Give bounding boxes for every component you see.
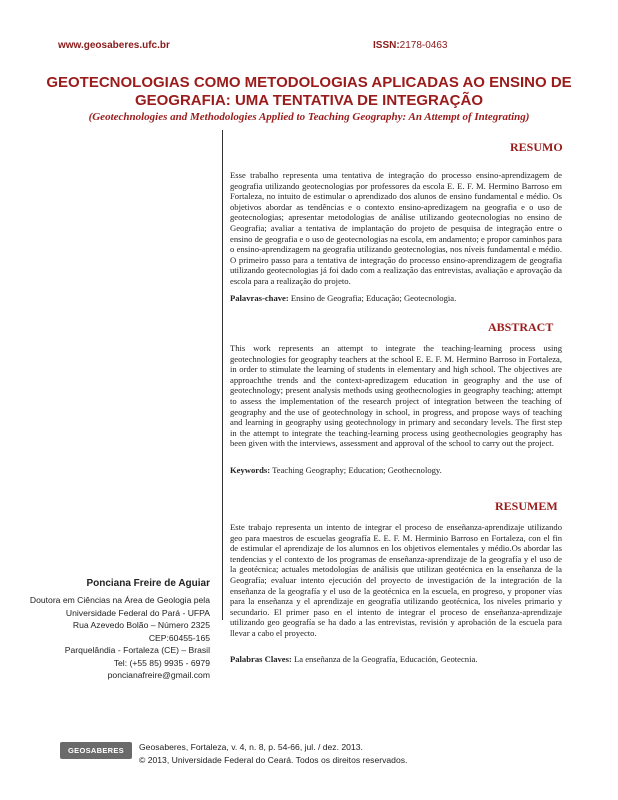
abstract-heading: ABSTRACT: [488, 320, 554, 334]
footer: [139, 741, 407, 766]
resumen-keywords: [230, 654, 570, 664]
journal-url[interactable]: www.geosaberes.ufc.br: [58, 40, 170, 51]
paper-subtitle: (Geotechnologies and Methodologies Applied to Teaching Geography: An Attempt of Integrating): [88, 111, 530, 123]
footer-citation: Geosaberes, Fortaleza, v. 4, n. 8, p. 54-66, jul. / dez. 2013.: [139, 742, 363, 752]
affiliation-line: Rua Azevedo Bolão – Número 2325: [72, 620, 210, 630]
author-name: Ponciana Freire de Aguiar: [86, 578, 210, 589]
resumen-keywords-value: La enseñanza de la Geografía, Educación, Geotecnia.: [291, 654, 478, 664]
footer-copyright: © 2013, Universidade Federal do Ceará. Todos os direitos reservados.: [139, 754, 408, 765]
resumo-text: Esse trabalho representa uma tentativa de integração do processo ensino-aprendizagem de geografia utilizando geotecnologias por professores da escola E. E. F. M. Hermino Barroso em Fortaleza, no intuito de estimular o aprendizado dos alunos de ensino fundamental e médio. Os objetivos abordar as tendências e o contexto ensino-apredizagem na geografia e o uso de geotecnologias; apresentar metodologias de análise utilizando geotecnologias no ensino de Geografia; avaliar a tentativa de implantação do projeto de pesquisa de integração entre o ensino de geografia e o uso de geotecnologias na escola, em andamento; e propor caminhos para o ensino-aprendizagem na geografia utilizando geotecnologias, nos níveis fundamental e médio. O primeiro passo para a tentativa de integração do processo ensino-aprendizagem de geografia utilizando geotecnologias já foi dado com a realização das entrevistas, avaliação e aprovação da escola para a realização do projeto.: [230, 170, 562, 286]
affiliation-line: Parquelândia - Fortaleza (CE) – Brasil: [64, 645, 210, 655]
logo-text: GEOSABERES: [68, 746, 124, 755]
affiliation-line: Universidade Federal do Pará - UFPA: [65, 607, 210, 618]
author-email[interactable]: poncianafreire@gmail.com: [107, 670, 210, 680]
resumen-heading: RESUMEM: [495, 499, 558, 513]
paper-title: GEOTECNOLOGIAS COMO METODOLOGIAS APLICADAS AO ENSINO DE GEOGRAFIA: UMA TENTATIVA DE INTEGRAÇÃO: [46, 74, 572, 109]
affiliation-line: CEP:60455-165: [148, 632, 210, 643]
column-divider: [222, 130, 223, 620]
resumo-keywords: [230, 293, 570, 303]
affiliation-line: Tel: (+55 85) 9935 - 6979: [113, 657, 210, 668]
issn-value: 2178-0463: [399, 40, 448, 51]
resumen-keywords-label: Palabras Claves:: [230, 654, 292, 664]
geosaberes-logo: [60, 742, 132, 759]
author-affiliation: [10, 594, 210, 682]
affiliation-line: Doutora em Ciências na Área de Geologia pela: [29, 595, 210, 605]
resumen-text: Este trabajo representa un intento de integrar el proceso de enseñanza-aprendizaje utilizando geo para maestros de escuelas geografía E. E. F. M. Herminio Barroso en Fortaleza, con el fin de estimular el aprendizaje de los alumnos en los objetivos elementales y médio.Os abordar las tendencias y el contexto de los programas de enseñanza-aprendizaje de la geografía y el uso de la geotécnica; actuales metodologías de análisis que utilizan geotécnica en la enseñanza de la Geografía; evaluar intento ejecución del proyecto de investigación de la integración de la enseñanza de la geografía y el uso de la geotécnica en la escuela, en progreso, y proponer vías para la enseñanza y el aprendizaje en geografía utilizando geotécnica, los niveles primario y secundario. El primer paso en el intento de integrar el proceso de enseñanza-aprendizaje utilizando geo geografía se ha dado a las entrevistas, revisión y aprobación de la escuela para llevar a cabo el proyecto.: [230, 522, 562, 638]
issn-label: ISSN:: [373, 40, 400, 51]
abstract-keywords-label: Keywords:: [230, 465, 271, 475]
resumo-keywords-label: Palavras-chave:: [230, 293, 289, 303]
abstract-text: This work represents an attempt to integrate the teaching-learning process using geotechnologies for geography teachers at the school E. E. F. M. Hermino Barroso in Fortaleza, in order to stimulate the learning of students in elementary and high school. The objectives are approachthe trends and the context-apredizagem education in geography and the use of geotechnology; present analysis methods using geothecnologies in geography teaching; attempt to assess the implementation of the research project of integration between the teaching of geography and the use of geotechnology in school, in progress, and propose ways of teaching and learning in geography using geotechnology in primary and secondary levels. The first step in the attempt to integrate the teaching-learning process using geothecnologies geography has been given with the interviews, assessment and approval of the school to carry out the project.: [230, 343, 562, 449]
issn: [373, 40, 448, 51]
resumo-keywords-value: Ensino de Geografia; Educação; Geotecnologia.: [288, 293, 457, 303]
abstract-keywords-value: Teaching Geography; Education; Geothecnology.: [270, 465, 442, 475]
abstract-keywords: [230, 465, 570, 475]
resumo-heading: RESUMO: [510, 140, 563, 154]
